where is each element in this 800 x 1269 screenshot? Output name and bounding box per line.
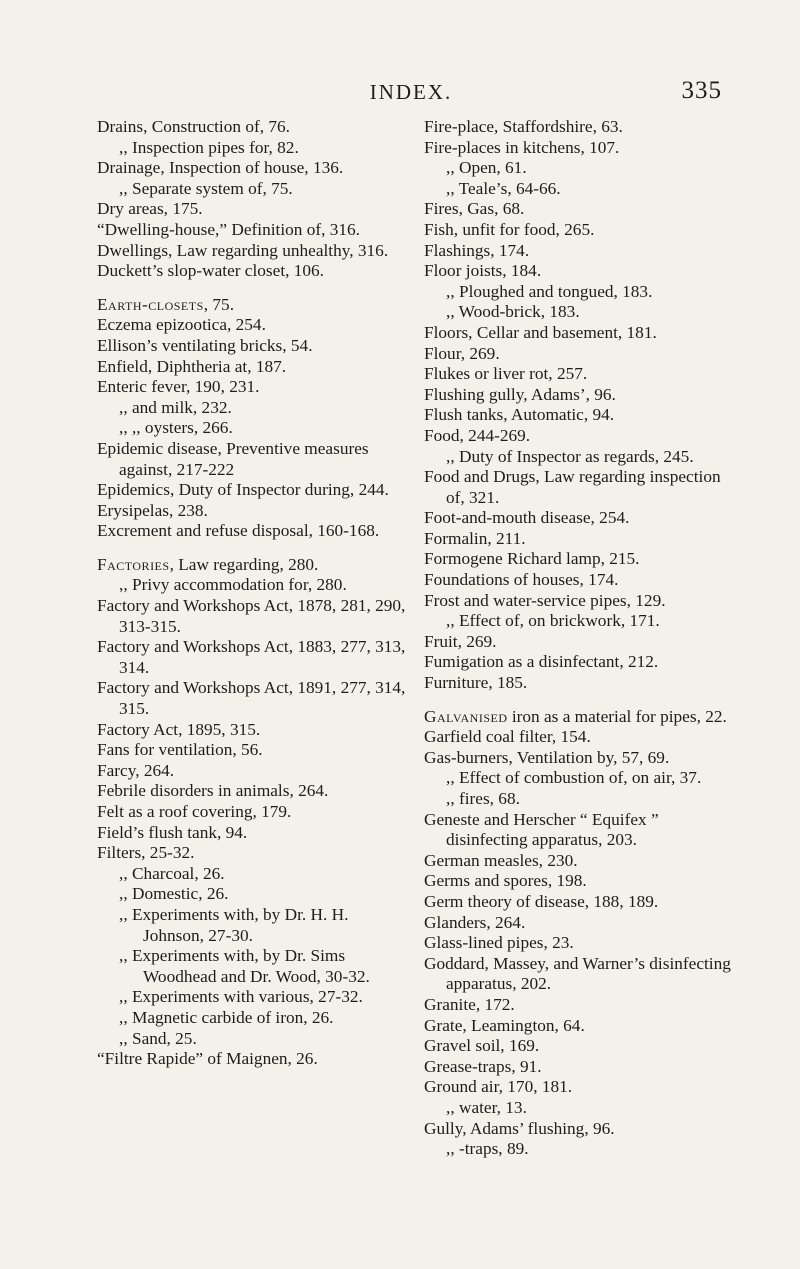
index-entry: Earth-closets, 75.: [97, 294, 235, 314]
index-entry: Frost and water-service pipes, 129.: [424, 590, 666, 610]
index-entry: Flukes or liver rot, 257.: [424, 364, 588, 384]
index-entry: Dry areas, 175.: [97, 199, 203, 219]
index-entry: Erysipelas, 238.: [97, 500, 208, 520]
index-subentry: ,, Teale’s, 64-66.: [446, 178, 561, 198]
index-entry: Foot-and-mouth disease, 254.: [424, 508, 630, 528]
index-entry: Germs and spores, 198.: [424, 871, 587, 891]
index-entry: Flushing gully, Adams’, 96.: [424, 384, 616, 404]
index-column-left: [97, 117, 409, 1070]
index-subentry: ,, -traps, 89.: [446, 1139, 529, 1159]
index-entry: Excrement and refuse disposal, 160-168.: [97, 521, 380, 541]
index-entry: German measles, 230.: [424, 850, 578, 870]
index-subentry: ,, Experiments with various, 27-32.: [119, 987, 363, 1007]
index-subentry: ,, Experiments with, by Dr. Sims Woodhead and Dr. Wood, 30-32.: [119, 946, 370, 986]
index-subentry: ,, Sand, 25.: [119, 1028, 197, 1048]
index-entry: Ellison’s ventilating bricks, 54.: [97, 335, 313, 355]
index-entry: Fumigation as a disinfectant, 212.: [424, 652, 659, 672]
index-entry: Ground air, 170, 181.: [424, 1077, 573, 1097]
index-entry: Fruit, 269.: [424, 631, 497, 651]
index-entry: Epidemics, Duty of Inspector during, 244.: [97, 480, 389, 500]
index-entry: Dwellings, Law regarding unhealthy, 316.: [97, 240, 389, 260]
index-heading-word: Factories: [97, 554, 170, 574]
index-subentry: ,, Charcoal, 26.: [119, 863, 225, 883]
index-entry: Floor joists, 184.: [424, 261, 542, 281]
index-entry: Febrile disorders in animals, 264.: [97, 781, 329, 801]
index-entry: Factory and Workshops Act, 1891, 277, 314, 315.: [97, 678, 406, 719]
index-entry: Flush tanks, Automatic, 94.: [424, 405, 615, 425]
index-subentry: ,, water, 13.: [446, 1097, 527, 1117]
index-entry: Factory and Workshops Act, 1883, 277, 313, 314.: [97, 637, 406, 677]
index-subentry: ,, Duty of Inspector as regards, 245.: [446, 446, 694, 466]
index-entry: Grate, Leamington, 64.: [424, 1015, 585, 1035]
index-entry: Glass-lined pipes, 23.: [424, 933, 574, 953]
index-entry: Germ theory of disease, 188, 189.: [424, 891, 659, 911]
index-entry: Factory and Workshops Act, 1878, 281, 290, 313-315.: [97, 596, 406, 636]
index-subentry: ,, and milk, 232.: [119, 397, 232, 417]
index-subentry: ,, Privy accommodation for, 280.: [119, 575, 347, 595]
running-head: [100, 77, 722, 107]
index-subentry: ,, Magnetic carbide of iron, 26.: [119, 1007, 334, 1027]
index-entry: Gas-burners, Ventilation by, 57, 69.: [424, 747, 670, 767]
index-subentry: ,, Effect of, on brickwork, 171.: [446, 611, 660, 631]
page-number: 335: [681, 77, 722, 104]
index-subentry: ,, Experiments with, by Dr. H. H. Johnson, 27-30.: [119, 904, 349, 945]
index-entry: Filters, 25-32.: [97, 843, 195, 863]
index-subentry: ,, Wood-brick, 183.: [446, 302, 580, 322]
index-entry: Gravel soil, 169.: [424, 1036, 540, 1056]
index-entry: Fire-places in kitchens, 107.: [424, 137, 620, 157]
index-entry: Field’s flush tank, 94.: [97, 822, 248, 842]
index-entry: Factory Act, 1895, 315.: [97, 719, 261, 739]
page-title: INDEX.: [369, 80, 453, 104]
index-entry: Drainage, Inspection of house, 136.: [97, 158, 344, 178]
index-heading-word: Galvanised: [424, 706, 508, 726]
index-subentry: ,, Open, 61.: [446, 158, 527, 178]
index-entry: Food and Drugs, Law regarding inspection of, 321.: [424, 467, 721, 507]
index-subentry: ,, ,, oysters, 266.: [119, 418, 233, 438]
index-entry: Fish, unfit for food, 265.: [424, 219, 595, 239]
index-entry: Food, 244-269.: [424, 425, 531, 445]
index-entry: Felt as a roof covering, 179.: [97, 802, 292, 821]
index-entry: Factories, Law regarding, 280.: [97, 554, 319, 574]
index-entry: Formalin, 211.: [424, 528, 526, 548]
index-entry: Garfield coal filter, 154.: [424, 727, 591, 747]
index-entry: Foundations of houses, 174.: [424, 570, 619, 590]
index-subentry: ,, Inspection pipes for, 82.: [119, 137, 299, 157]
index-entry: Galvanised iron as a material for pipes, 22.: [424, 706, 727, 726]
index-heading-word: Earth-closets: [97, 294, 204, 314]
index-entry: Formogene Richard lamp, 215.: [424, 549, 640, 569]
index-entry: Gully, Adams’ flushing, 96.: [424, 1118, 615, 1138]
index-subentry: ,, Separate system of, 75.: [119, 178, 293, 198]
index-entry: Flashings, 174.: [424, 240, 530, 260]
index-entry: Glanders, 264.: [424, 912, 526, 932]
index-entry: Grease-traps, 91.: [424, 1056, 542, 1076]
index-entry: Geneste and Herscher “ Equifex ” disinfecting apparatus, 203.: [424, 809, 659, 850]
index-entry: Enteric fever, 190, 231.: [97, 377, 260, 397]
index-subentry: ,, fires, 68.: [446, 789, 520, 808]
index-subentry: ,, Domestic, 26.: [119, 884, 229, 904]
index-entry: Fire-place, Staffordshire, 63.: [424, 117, 623, 136]
index-entry: Epidemic disease, Preventive measures against, 217-222: [97, 438, 369, 479]
index-entry: Eczema epizootica, 254.: [97, 315, 266, 335]
index-entry: Drains, Construction of, 76.: [97, 117, 290, 136]
index-entry: Floors, Cellar and basement, 181.: [424, 322, 657, 342]
index-entry: Duckett’s slop-water closet, 106.: [97, 261, 325, 281]
index-entry: Farcy, 264.: [97, 760, 175, 780]
index-subentry: ,, Effect of combustion of, on air, 37.: [446, 768, 702, 788]
index-entry: Fans for ventilation, 56.: [97, 740, 263, 760]
index-entry: Goddard, Massey, and Warner’s disinfecting apparatus, 202.: [424, 953, 731, 994]
index-entry: Fires, Gas, 68.: [424, 199, 525, 219]
index-entry: “Filtre Rapide” of Maignen, 26.: [97, 1049, 318, 1069]
index-entry: Flour, 269.: [424, 343, 500, 363]
index-subentry: ,, Ploughed and tongued, 183.: [446, 281, 653, 301]
index-entry: Granite, 172.: [424, 994, 515, 1014]
index-entry: Enfield, Diphtheria at, 187.: [97, 356, 287, 376]
index-entry: Furniture, 185.: [424, 673, 528, 693]
index-entry: “Dwelling-house,” Definition of, 316.: [97, 219, 360, 239]
index-column-right: [424, 117, 732, 1160]
